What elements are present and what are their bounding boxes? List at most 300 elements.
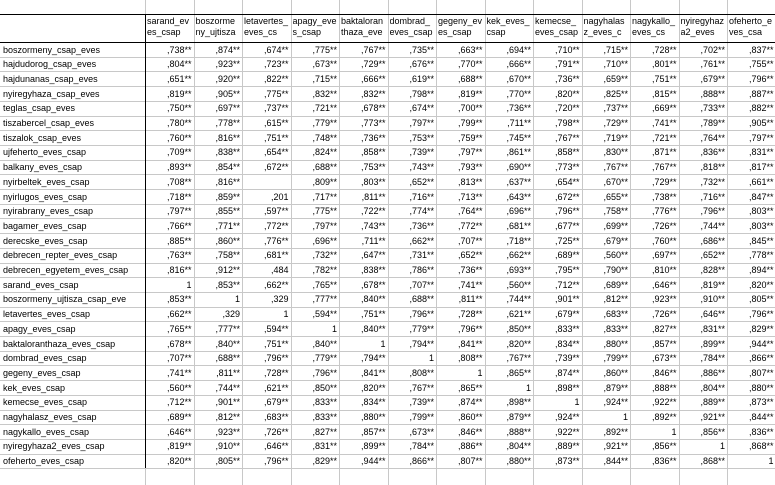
table-cell: ,868** bbox=[700, 456, 725, 467]
table-cell: ,796** bbox=[409, 309, 434, 320]
table-cell: ,750** bbox=[166, 103, 192, 114]
table-cell: ,672** bbox=[554, 191, 580, 202]
table-cell: ,710** bbox=[603, 59, 628, 70]
table-cell: ,812** bbox=[603, 294, 628, 305]
table-border bbox=[0, 14, 775, 15]
table-cell: ,858** bbox=[360, 147, 386, 158]
column-header: gegeny_eves_csap bbox=[438, 16, 483, 37]
table-cell: ,726** bbox=[651, 220, 677, 231]
table-cell: ,719** bbox=[603, 132, 628, 143]
table-cell: ,201 bbox=[270, 191, 289, 202]
table-cell: ,654** bbox=[554, 176, 580, 187]
table-cell: ,662** bbox=[166, 309, 192, 320]
table-cell: ,637** bbox=[506, 176, 531, 187]
table-cell: ,594** bbox=[312, 309, 337, 320]
table-cell: ,820** bbox=[360, 382, 386, 393]
table-cell: ,899** bbox=[700, 338, 725, 349]
table-cell: ,777** bbox=[312, 294, 337, 305]
column-header: kemecse_eves_csap bbox=[535, 16, 579, 37]
table-cell: ,732** bbox=[312, 250, 337, 261]
table-cell: ,729** bbox=[651, 176, 677, 187]
table-cell: ,679** bbox=[554, 309, 580, 320]
table-cell: ,646** bbox=[166, 426, 192, 437]
grid-hline bbox=[0, 365, 775, 366]
table-cell: ,745** bbox=[506, 132, 531, 143]
table-cell: ,765** bbox=[166, 323, 192, 334]
table-cell: ,853** bbox=[166, 294, 192, 305]
table-cell: ,661** bbox=[748, 176, 774, 187]
table-cell: ,773** bbox=[554, 162, 580, 173]
table-cell: ,707** bbox=[409, 279, 434, 290]
table-cell: ,794** bbox=[409, 338, 434, 349]
table-cell: ,796** bbox=[700, 206, 725, 217]
table-cell: ,796** bbox=[748, 73, 774, 84]
table-cell: ,886** bbox=[457, 441, 483, 452]
table-cell: ,767** bbox=[360, 44, 386, 55]
table-cell: ,827** bbox=[651, 323, 677, 334]
table-cell: ,697** bbox=[651, 250, 677, 261]
table-cell: ,807** bbox=[748, 367, 774, 378]
table-cell: ,715** bbox=[603, 44, 628, 55]
column-header: dombrad_eves_csap bbox=[389, 16, 433, 37]
table-cell: ,732** bbox=[700, 176, 725, 187]
table-cell: ,679** bbox=[263, 397, 289, 408]
table-cell: ,716** bbox=[409, 191, 434, 202]
table-cell: ,694** bbox=[506, 44, 531, 55]
table-cell: ,775** bbox=[312, 44, 337, 55]
row-label: bagamer_eves_csap bbox=[3, 220, 87, 231]
table-cell: ,861** bbox=[506, 147, 531, 158]
table-cell: ,763** bbox=[166, 250, 192, 261]
table-cell: ,702** bbox=[700, 44, 725, 55]
table-cell: 1 bbox=[477, 367, 483, 378]
row-label: tiszabercel_csap_eves bbox=[3, 118, 95, 128]
table-cell: ,679** bbox=[700, 73, 725, 84]
table-cell: ,770** bbox=[457, 59, 483, 70]
table-cell: ,484 bbox=[270, 265, 289, 275]
table-cell: ,688** bbox=[457, 73, 483, 84]
table-cell: ,807** bbox=[457, 456, 483, 467]
table-cell: ,690** bbox=[506, 162, 531, 173]
table-cell: ,646** bbox=[651, 279, 677, 290]
table-cell: ,767** bbox=[603, 162, 628, 173]
row-label: nyiregyhaza2_eves_csap bbox=[3, 441, 105, 452]
table-cell: ,755** bbox=[748, 59, 774, 70]
table-cell: ,672** bbox=[263, 162, 289, 173]
row-label: boszormeny_ujtisza_csap_eve bbox=[3, 294, 127, 305]
table-cell: ,673** bbox=[651, 353, 677, 364]
table-cell: ,836** bbox=[651, 456, 677, 467]
table-cell: ,816** bbox=[166, 265, 192, 275]
table-cell: ,822** bbox=[263, 73, 289, 84]
table-cell: ,827** bbox=[312, 426, 337, 437]
table-cell: ,677** bbox=[554, 220, 580, 231]
table-cell: ,652** bbox=[457, 250, 483, 261]
table-cell: ,854** bbox=[215, 162, 240, 173]
table-cell: ,751** bbox=[263, 132, 289, 143]
table-cell: ,780** bbox=[166, 118, 192, 128]
column-header: letavertes_eves_cs bbox=[244, 16, 289, 37]
table-cell: ,838** bbox=[360, 265, 386, 275]
table-cell: ,796** bbox=[554, 206, 580, 217]
table-cell: ,817** bbox=[748, 162, 774, 173]
table-cell: ,655** bbox=[603, 191, 628, 202]
row-label: teglas_csap_eves bbox=[3, 103, 76, 114]
table-cell: 1 bbox=[768, 456, 774, 467]
table-cell: ,808** bbox=[409, 367, 434, 378]
table-cell: ,901** bbox=[215, 397, 240, 408]
table-cell: ,841** bbox=[457, 338, 483, 349]
table-cell: ,921** bbox=[603, 441, 628, 452]
table-cell: ,798** bbox=[409, 88, 434, 99]
table-cell: ,820** bbox=[166, 456, 192, 467]
table-cell: ,801** bbox=[651, 59, 677, 70]
row-label: boszormeny_csap_eves bbox=[3, 44, 101, 55]
table-cell: ,844** bbox=[748, 412, 774, 422]
table-cell: ,831** bbox=[748, 147, 774, 158]
table-cell: ,728** bbox=[263, 367, 289, 378]
table-cell: ,560** bbox=[166, 382, 192, 393]
table-cell: ,728** bbox=[651, 44, 677, 55]
table-cell: ,678** bbox=[166, 338, 192, 349]
table-cell: ,803** bbox=[748, 220, 774, 231]
table-cell: ,652** bbox=[409, 176, 434, 187]
table-cell: ,683** bbox=[603, 309, 628, 320]
table-cell: ,818** bbox=[700, 162, 725, 173]
table-cell: ,879** bbox=[506, 412, 531, 422]
table-cell: ,865** bbox=[457, 382, 483, 393]
table-cell: ,873** bbox=[748, 397, 774, 408]
table-cell: ,784** bbox=[700, 353, 725, 364]
table-cell: ,924** bbox=[603, 397, 628, 408]
table-cell: ,905** bbox=[748, 118, 774, 128]
table-cell: ,767** bbox=[651, 162, 677, 173]
table-cell: ,689** bbox=[554, 250, 580, 261]
table-cell: ,888** bbox=[651, 382, 677, 393]
table-cell: ,707** bbox=[166, 353, 192, 364]
table-cell: ,683** bbox=[263, 412, 289, 422]
table-cell: ,833** bbox=[312, 397, 337, 408]
table-cell: ,804** bbox=[700, 382, 725, 393]
table-cell: ,760** bbox=[166, 132, 192, 143]
table-cell: ,678** bbox=[360, 279, 386, 290]
row-label: nyiregyhaza_csap_eves bbox=[3, 88, 100, 99]
table-cell: ,829** bbox=[312, 456, 337, 467]
row-label: dombrad_eves_csap bbox=[3, 353, 87, 364]
table-cell: ,893** bbox=[166, 162, 192, 173]
table-cell: ,697** bbox=[215, 103, 240, 114]
table-cell: ,901** bbox=[554, 294, 580, 305]
table-cell: ,880** bbox=[360, 412, 386, 422]
table-cell: 1 bbox=[622, 412, 628, 422]
table-cell: ,646** bbox=[700, 309, 725, 320]
table-cell: ,844** bbox=[603, 456, 628, 467]
table-cell: ,753** bbox=[360, 162, 386, 173]
table-cell: ,696** bbox=[312, 235, 337, 246]
table-cell: ,726** bbox=[263, 426, 289, 437]
row-label: ujfeherto_eves_csap bbox=[3, 147, 87, 158]
column-header: apagy_eves_csap bbox=[292, 16, 337, 37]
table-cell: ,729** bbox=[603, 118, 628, 128]
row-label: debrecen_egyetem_eves_csap bbox=[3, 265, 129, 275]
table-cell: 1 bbox=[380, 338, 386, 349]
table-cell: ,718** bbox=[506, 235, 531, 246]
table-cell: ,923** bbox=[215, 59, 240, 70]
table-cell: ,813** bbox=[457, 176, 483, 187]
table-cell: ,718** bbox=[166, 191, 192, 202]
table-cell: ,797** bbox=[457, 147, 483, 158]
table-cell: ,689** bbox=[166, 412, 192, 422]
table-cell: ,833** bbox=[554, 323, 580, 334]
table-cell: ,560** bbox=[603, 250, 628, 261]
table-cell: 1 bbox=[671, 426, 677, 437]
table-cell: ,886** bbox=[700, 367, 725, 378]
table-cell: ,713** bbox=[457, 191, 483, 202]
table-cell: ,329 bbox=[222, 309, 240, 320]
table-cell: ,760** bbox=[651, 235, 677, 246]
table-cell: ,898** bbox=[554, 382, 580, 393]
table-cell: ,651** bbox=[166, 73, 192, 84]
table-cell: ,758** bbox=[603, 206, 628, 217]
row-label: nagykallo_eves_csap bbox=[3, 426, 90, 437]
table-cell: ,836** bbox=[700, 147, 725, 158]
table-cell: ,751** bbox=[263, 338, 289, 349]
table-cell: ,778** bbox=[215, 118, 240, 128]
table-cell: ,662** bbox=[506, 250, 531, 261]
table-cell: ,758** bbox=[215, 250, 240, 261]
table-cell: ,811** bbox=[458, 294, 483, 305]
table-cell: ,597** bbox=[263, 206, 289, 217]
row-label: apagy_eves_csap bbox=[3, 323, 76, 334]
table-cell: ,924** bbox=[554, 412, 580, 422]
table-cell: 1 bbox=[331, 323, 337, 334]
table-cell: ,669** bbox=[651, 103, 677, 114]
table-cell: ,678** bbox=[360, 103, 386, 114]
table-cell: ,782** bbox=[312, 265, 337, 275]
table-cell: 1 bbox=[719, 441, 725, 452]
table-cell: ,819** bbox=[166, 441, 192, 452]
table-cell: ,923** bbox=[215, 426, 240, 437]
table-cell: ,910** bbox=[215, 441, 240, 452]
row-label: kek_eves_csap bbox=[3, 382, 66, 393]
table-cell: ,804** bbox=[166, 59, 192, 70]
table-cell: ,846** bbox=[457, 426, 483, 437]
table-cell: ,776** bbox=[263, 235, 289, 246]
table-cell: ,798** bbox=[554, 118, 580, 128]
table-cell: ,663** bbox=[457, 44, 483, 55]
row-label: ofeherto_eves_csap bbox=[3, 456, 85, 467]
table-cell: ,725** bbox=[554, 235, 580, 246]
table-cell: ,735** bbox=[409, 44, 434, 55]
table-cell: ,840** bbox=[360, 294, 386, 305]
table-cell: ,834** bbox=[360, 397, 386, 408]
table-cell: ,751** bbox=[360, 309, 386, 320]
table-cell: ,654** bbox=[263, 147, 289, 158]
table-cell: ,774** bbox=[409, 206, 434, 217]
table-cell: ,696** bbox=[506, 206, 531, 217]
table-cell: ,673** bbox=[409, 426, 434, 437]
table-cell: ,791** bbox=[554, 59, 580, 70]
table-cell: ,744** bbox=[506, 294, 531, 305]
table-cell: ,789** bbox=[700, 118, 725, 128]
row-label: hajdudorog_csap_eves bbox=[3, 59, 97, 70]
table-cell: ,693** bbox=[506, 265, 531, 275]
table-cell: ,836** bbox=[748, 426, 774, 437]
table-cell: ,711** bbox=[361, 235, 386, 246]
column-header: nagykallo_eves_cs bbox=[632, 16, 676, 37]
table-cell: ,731** bbox=[409, 250, 434, 261]
table-cell: ,770** bbox=[506, 88, 531, 99]
column-header: baktaloranthaza_eve bbox=[341, 16, 384, 37]
row-label: nagyhalasz_eves_csap bbox=[3, 412, 97, 422]
table-cell: ,621** bbox=[263, 382, 289, 393]
table-cell: ,647** bbox=[360, 250, 386, 261]
table-cell: ,944** bbox=[360, 456, 386, 467]
table-cell: ,797** bbox=[166, 206, 192, 217]
table-cell: ,830** bbox=[603, 147, 628, 158]
row-label: sarand_eves_csap bbox=[3, 279, 79, 290]
table-cell: ,894** bbox=[748, 265, 774, 275]
table-cell: ,674** bbox=[263, 44, 289, 55]
table-cell: ,860** bbox=[603, 367, 628, 378]
table-cell: ,329 bbox=[270, 294, 289, 305]
table-cell: ,804** bbox=[506, 441, 531, 452]
table-cell: ,880** bbox=[748, 382, 774, 393]
table-cell: ,812** bbox=[215, 412, 240, 422]
table-cell: ,744** bbox=[215, 382, 240, 393]
table-cell: ,860** bbox=[457, 412, 483, 422]
table-cell: ,707** bbox=[457, 235, 483, 246]
table-cell: ,795** bbox=[554, 265, 580, 275]
table-cell: ,882** bbox=[748, 103, 774, 114]
row-label: tiszalok_csap_eves bbox=[3, 132, 82, 143]
table-cell: ,662** bbox=[409, 235, 434, 246]
table-cell: ,619** bbox=[409, 73, 434, 84]
table-cell: ,899** bbox=[360, 441, 386, 452]
table-cell: ,905** bbox=[215, 88, 240, 99]
table-cell: ,794** bbox=[360, 353, 386, 364]
table-cell: ,723** bbox=[263, 59, 289, 70]
table-cell: ,772** bbox=[457, 220, 483, 231]
table-cell: ,662** bbox=[263, 279, 289, 290]
table-cell: ,776** bbox=[651, 206, 677, 217]
table-cell: ,793** bbox=[457, 162, 483, 173]
row-label: nyirlugos_eves_csap bbox=[3, 191, 88, 202]
table-cell: ,676** bbox=[409, 59, 434, 70]
table-cell: ,820** bbox=[554, 88, 580, 99]
table-cell: ,866** bbox=[409, 456, 434, 467]
table-cell: ,857** bbox=[360, 426, 386, 437]
table-cell: ,709** bbox=[166, 147, 192, 158]
table-cell: ,674** bbox=[409, 103, 434, 114]
table-cell: ,829** bbox=[748, 323, 774, 334]
table-cell: ,820** bbox=[506, 338, 531, 349]
table-cell: ,790** bbox=[603, 265, 628, 275]
row-label: balkany_eves_csap bbox=[3, 162, 83, 173]
table-cell: ,888** bbox=[700, 88, 725, 99]
column-header: nyiregyhaza2_eves bbox=[680, 16, 725, 37]
table-cell: ,874** bbox=[215, 44, 240, 55]
table-cell: ,810** bbox=[651, 265, 677, 275]
table-cell: ,797** bbox=[312, 220, 337, 231]
table-cell: ,737** bbox=[263, 103, 289, 114]
table-cell: ,799** bbox=[603, 353, 628, 364]
table-cell: ,615** bbox=[263, 118, 289, 128]
table-cell: ,796** bbox=[457, 323, 483, 334]
table-cell: ,728** bbox=[457, 309, 483, 320]
table-cell: ,824** bbox=[312, 147, 337, 158]
table-cell: ,773** bbox=[360, 118, 386, 128]
table-cell: ,796** bbox=[263, 353, 289, 364]
row-label: nyirabrany_eves_csap bbox=[3, 206, 94, 217]
table-cell: ,850** bbox=[312, 382, 337, 393]
table-cell: ,720** bbox=[554, 103, 580, 114]
table-cell: ,857** bbox=[651, 338, 677, 349]
table-cell: ,833** bbox=[603, 323, 628, 334]
table-cell: ,853** bbox=[215, 279, 240, 290]
table-cell: ,859** bbox=[215, 191, 240, 202]
table-cell: 1 bbox=[283, 309, 289, 320]
table-cell: ,652** bbox=[700, 250, 725, 261]
table-cell: ,833** bbox=[312, 412, 337, 422]
table-cell: ,765** bbox=[312, 279, 337, 290]
table-cell: ,722** bbox=[360, 206, 386, 217]
table-cell: ,764** bbox=[700, 132, 725, 143]
table-cell: ,775** bbox=[312, 206, 337, 217]
table-cell: ,689** bbox=[603, 279, 628, 290]
table-cell: ,880** bbox=[603, 338, 628, 349]
table-cell: ,771** bbox=[215, 220, 240, 231]
table-cell: ,871** bbox=[651, 147, 677, 158]
table-cell: ,796** bbox=[748, 309, 774, 320]
table-cell: ,840** bbox=[360, 323, 386, 334]
table-cell: ,819** bbox=[457, 88, 483, 99]
table-cell: ,840** bbox=[312, 338, 337, 349]
table-cell: ,910** bbox=[700, 294, 725, 305]
table-cell: ,834** bbox=[554, 338, 580, 349]
table-cell: ,700** bbox=[457, 103, 483, 114]
row-label: kemecse_eves_csap bbox=[3, 397, 88, 408]
table-cell: ,739** bbox=[409, 147, 434, 158]
table-cell: ,743** bbox=[360, 220, 386, 231]
table-cell: ,733** bbox=[700, 103, 725, 114]
row-label: hajdunanas_csap_eves bbox=[3, 73, 98, 84]
table-cell: ,832** bbox=[360, 88, 386, 99]
table-cell: ,721** bbox=[312, 103, 337, 114]
table-cell: ,944** bbox=[748, 338, 774, 349]
column-header: boszormeny_ujtisza bbox=[195, 16, 236, 37]
table-cell: ,775** bbox=[263, 88, 289, 99]
table-cell: ,841** bbox=[360, 367, 386, 378]
table-cell: ,868** bbox=[748, 441, 774, 452]
table-cell: ,796** bbox=[263, 456, 289, 467]
table-cell: ,912** bbox=[215, 265, 240, 275]
grid-hline bbox=[0, 468, 775, 469]
table-cell: 1 bbox=[428, 353, 434, 364]
table-cell: ,805** bbox=[215, 456, 240, 467]
table-cell: ,855** bbox=[215, 206, 240, 217]
table-cell: ,643** bbox=[506, 191, 531, 202]
table-cell: ,761** bbox=[700, 59, 725, 70]
table-cell: ,666** bbox=[506, 59, 531, 70]
table-cell: ,828** bbox=[700, 265, 725, 275]
table-cell: ,666** bbox=[360, 73, 386, 84]
table-cell: ,892** bbox=[603, 426, 628, 437]
table-cell: ,858** bbox=[554, 147, 580, 158]
table-cell: ,819** bbox=[700, 279, 725, 290]
table-cell: ,856** bbox=[700, 426, 725, 437]
table-cell: ,889** bbox=[700, 397, 725, 408]
